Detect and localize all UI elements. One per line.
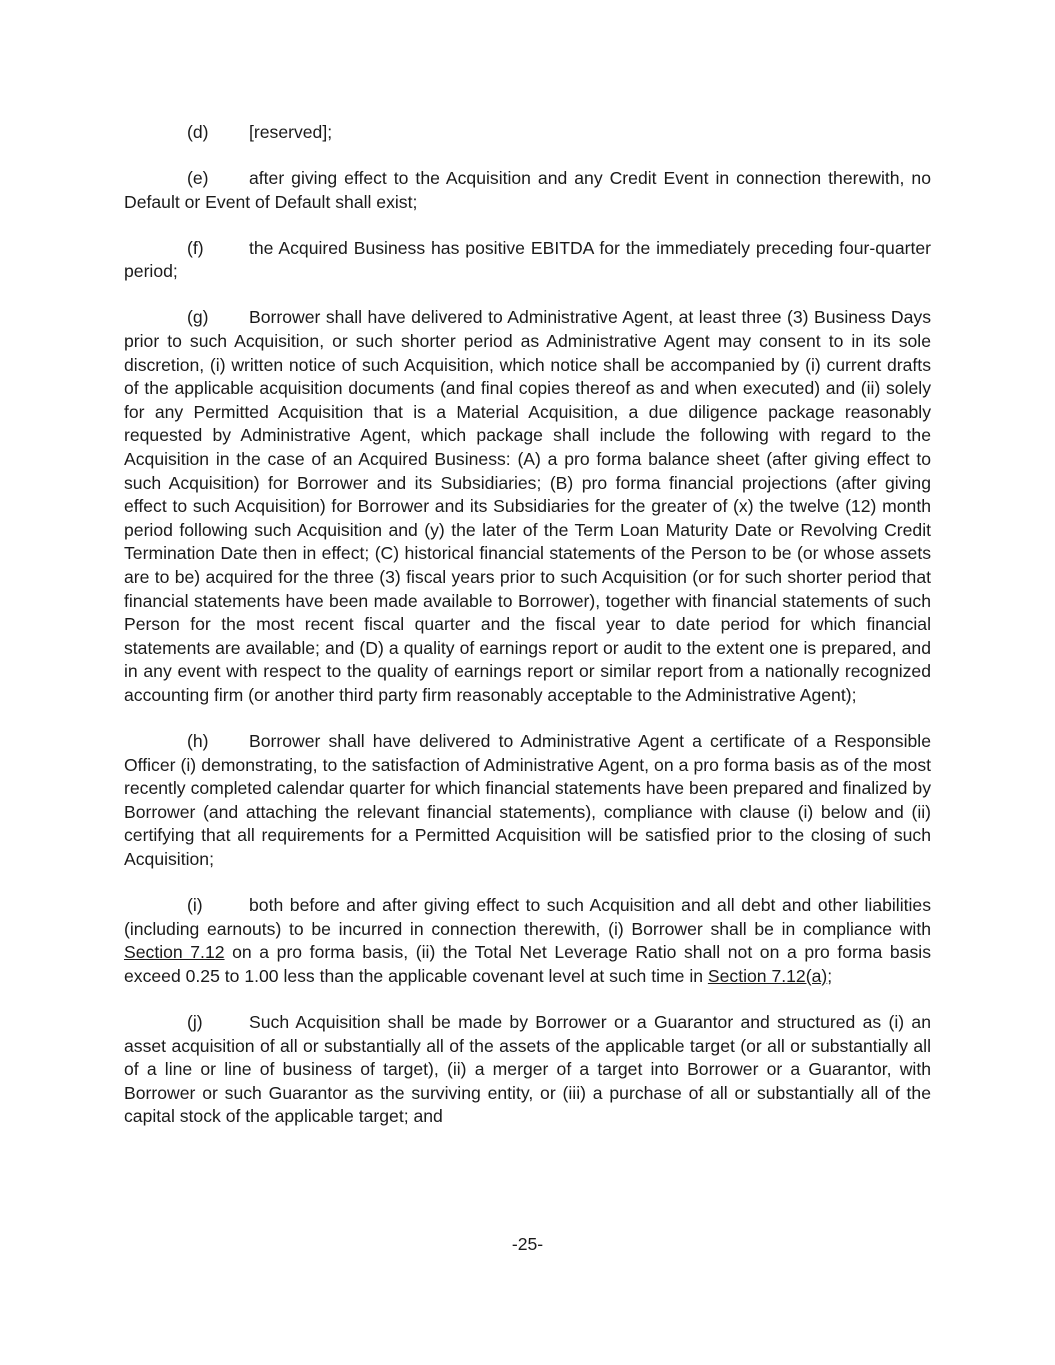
clause-g [124,306,931,707]
clause-text: Borrower shall have delivered to Administrative Agent, at least three (3) Business Days prior to such Acquisition, or such shorter period as Administrative Agent may consent to in its sole discretion, (i) written notice of such Acquisition, which notice shall be accompanied by (i) current drafts of the applicable acquisition documents (and final copies thereof as and when executed) and (ii) solely for any Permitted Acquisition that is a Material Acquisition, a due diligence package reasonably requested by Administrative Agent, which package shall include the following with regard to the Acquisition in the case of an Acquired Business: (A) a pro forma balance sheet (after giving effect to such Acquisition) for Borrower and its Subsidiaries; (B) pro forma financial projections (after giving effect to such Acquisition) for Borrower and its Subsidiaries for the greater of (x) the twelve (12) month period following such Acquisition and (y) the later of the Term Loan Maturity Date or Revolving Credit Termination Date then in effect; (C) historical financial statements of the Person to be (or whose assets are to be) acquired for the three (3) fiscal years prior to such Acquisition (or for such shorter period that financial statements have been made available to Borrower), together with financial statements of such Person for the most recent fiscal quarter and the fiscal year to date period for which financial statements are available; and (D) a quality of earnings report or audit to the extent one is prepared, and in any event with respect to the quality of earnings report or similar report from a nationally recognized accounting firm (or another third party firm reasonably acceptable to the Administrative Agent); [124,307,931,705]
clause-e [124,167,931,214]
clause-text: ; [827,965,833,986]
clause-i [124,894,931,988]
clause-text: [reserved]; [249,122,333,142]
clause-text: on a pro forma basis, (ii) the Total Net Leverage Ratio shall not on a pro forma basis exceed 0.25 to 1.00 less than the applicable covenant level at such time in [124,942,931,986]
clause-label: (g) [187,307,209,328]
clause-label: (d) [187,122,209,142]
clause-text: the Acquired Business has positive EBITDA for the immediately preceding four-quarter period; [124,237,931,282]
clause-f [124,237,931,284]
clause-text: both before and after giving effect to such Acquisition and all debt and other liabilities (including earnouts) to be incurred in connection therewith, (i) Borrower shall be in compliance with [124,895,931,939]
clause-h [124,730,931,872]
clause-d [124,121,931,145]
document-body [124,121,931,1129]
clause-label: (h) [187,731,209,752]
clause-j [124,1011,931,1129]
clause-label: (j) [187,1012,203,1032]
clause-text: Such Acquisition shall be made by Borrower or a Guarantor and structured as (i) an asset acquisition of all or substantially all of the assets of the applicable target (or all or substantially all of a line or line of business of target), (ii) a merger of a target into Borrower or a Guarantor, with Borrower or such Guarantor as the surviving entity, or (iii) a purchase of all or substantially all of the capital stock of the applicable target; and [124,1012,931,1127]
clause-text: Borrower shall have delivered to Administrative Agent a certificate of a Responsible Officer (i) demonstrating, to the satisfaction of Administrative Agent, on a pro forma basis as of the most recently completed calendar quarter for which financial statements have been prepared and finalized by Borrower (and attaching the relevant financial statements), compliance with clause (i) below and (ii) certifying that all requirements for a Permitted Acquisition will be satisfied prior to the closing of such Acquisition; [124,731,931,870]
page-number: -25- [511,1234,544,1254]
clause-label: (f) [187,237,204,258]
clause-label: (i) [187,895,203,916]
section-reference-link: Section 7.12 [124,942,225,963]
section-reference-link: Section 7.12(a) [707,965,828,986]
clause-label: (e) [187,168,209,189]
clause-text: after giving effect to the Acquisition and any Credit Event in connection therewith, no Default or Event of Default shall exist; [124,168,931,212]
